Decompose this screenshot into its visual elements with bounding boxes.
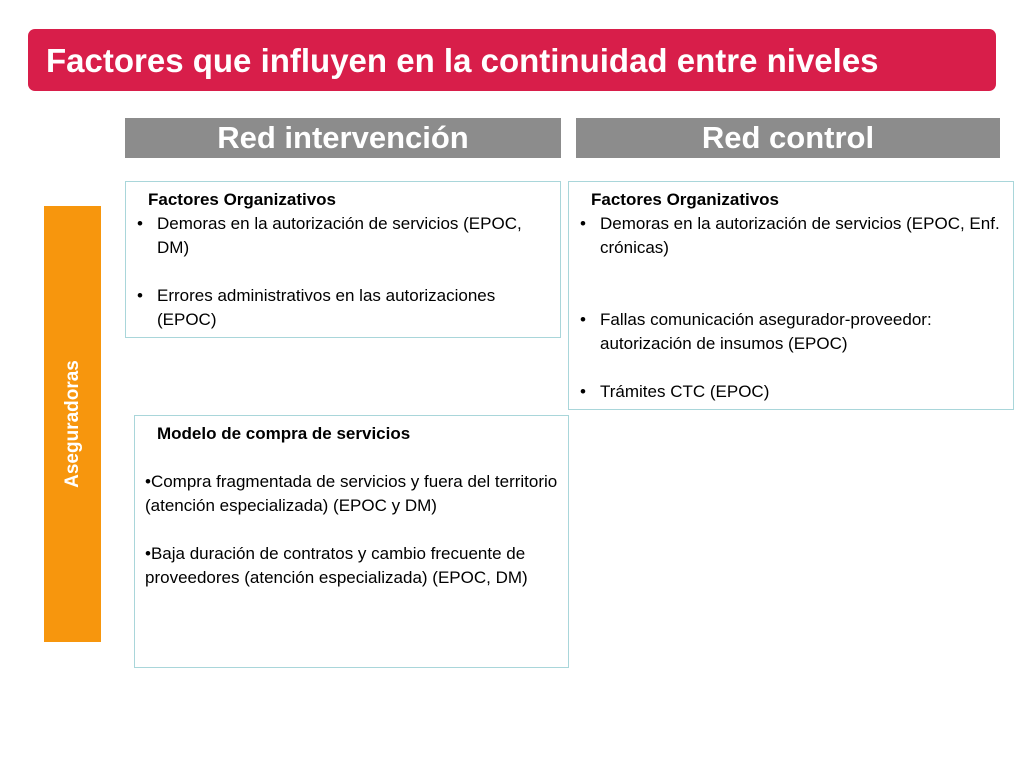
intervencion-organizational-factors-box: [125, 181, 561, 338]
bullet-item: [134, 284, 552, 332]
bullet-icon: •: [580, 382, 586, 401]
bullet-item: [577, 308, 1005, 356]
paragraph-item: •Compra fragmentada de servicios y fuera del territorio (atención especializada) (EPOC y DM): [145, 472, 558, 515]
bullet-text: Trámites CTC (EPOC): [600, 382, 770, 401]
bullet-item: [577, 380, 1005, 404]
box-heading: Factores Organizativos: [591, 190, 780, 209]
bullet-text: Errores administrativos en las autorizaciones (EPOC): [157, 286, 496, 329]
paragraph-item: •Baja duración de contratos y cambio frecuente de proveedores (atención especializada) (EPOC, DM): [145, 544, 528, 587]
bullet-list: [577, 212, 1005, 404]
box-heading: Factores Organizativos: [148, 190, 337, 209]
bullet-text: Demoras en la autorización de servicios (EPOC, Enf. crónicas): [600, 214, 1000, 257]
row-label-aseguradoras: [44, 206, 101, 642]
column-header-red-intervencion: Red intervención: [125, 118, 561, 158]
intervencion-purchase-model-box: [134, 415, 569, 668]
bullet-text: Demoras en la autorización de servicios (EPOC, DM): [157, 214, 522, 257]
bullet-item: [134, 212, 552, 260]
bullet-text: Fallas comunicación asegurador-proveedor: autorización de insumos (EPOC): [600, 310, 932, 353]
row-label-text: Aseguradoras: [61, 360, 83, 488]
slide-title: Factores que influyen en la continuidad entre niveles: [46, 42, 879, 79]
control-organizational-factors-box: [568, 181, 1014, 410]
bullet-icon: •: [580, 310, 586, 329]
bullet-icon: •: [580, 214, 586, 233]
column-header-red-control: Red control: [576, 118, 1000, 158]
bullet-icon: •: [137, 214, 143, 233]
title-bar: [28, 29, 996, 91]
bullet-icon: •: [137, 286, 143, 305]
box-heading: Modelo de compra de servicios: [157, 424, 411, 443]
bullet-list: [134, 212, 552, 332]
bullet-item: [577, 212, 1005, 260]
